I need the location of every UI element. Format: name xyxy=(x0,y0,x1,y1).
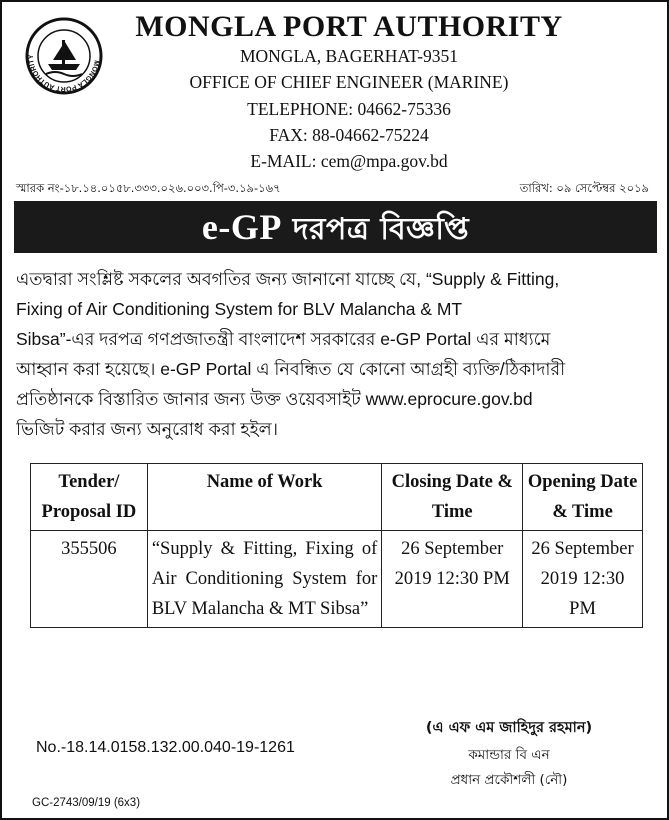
opening-date-time: 26 September 2019 12:30 PM xyxy=(523,531,643,628)
port-authority-logo-icon xyxy=(24,16,104,96)
memo-number-en: No.-18.14.0158.132.00.040-19-1261 xyxy=(36,739,295,756)
memo-number-bn: স্মারক নং-১৮.১৪.০১৫৮.৩৩৩.০২৬.০০৩.পি-৩.১৯-১৬৭ xyxy=(16,181,281,195)
body-line: Sibsa”-এর দরপত্র গণপ্রজাতন্ত্রী বাংলাদেশ সরকারের e-GP Portal এর মাধ্যমে xyxy=(16,329,551,349)
address: MONGLA, BAGERHAT-9351 xyxy=(239,46,459,66)
header-tender-id: Tender/ Proposal ID xyxy=(31,464,148,531)
svg-text:MONGLA PORT AUTHORITY: MONGLA PORT AUTHORITY xyxy=(27,54,100,93)
header-opening: Opening Date & Time xyxy=(523,464,643,531)
table-header-row xyxy=(31,464,643,531)
notice-title: e-GP দরপত্র বিজ্ঞপ্তি xyxy=(201,207,470,247)
header-name-of-work: Name of Work xyxy=(147,464,381,531)
telephone: TELEPHONE: 04662-75336 xyxy=(247,99,451,119)
body-line: এতদ্বারা সংশ্লিষ্ট সকলের অবগতির জন্য জানানো যাচ্ছে যে, “Supply & Fitting, xyxy=(16,269,560,289)
tender-id: 355506 xyxy=(31,531,148,628)
header-closing: Closing Date & Time xyxy=(382,464,523,531)
office-name: OFFICE OF CHIEF ENGINEER (MARINE) xyxy=(189,72,509,92)
body-line: Fixing of Air Conditioning System for BLV Malancha & MT xyxy=(16,299,463,319)
notice-body xyxy=(16,264,658,444)
body-line: আহ্বান করা হয়েছে। e-GP Portal এ নিবন্ধিত যে কোনো আগ্রহী ব্যক্তি/ঠিকাদারী xyxy=(16,359,566,379)
body-line: ভিজিট করার জন্য অনুরোধ করা হইল। xyxy=(16,419,278,439)
title-banner xyxy=(14,201,657,253)
org-name: MONGLA PORT AUTHORITY xyxy=(135,10,563,43)
tender-table xyxy=(30,463,643,628)
signatory-name: (এ এফ এম জাহিদুর রহমান) xyxy=(425,720,593,736)
fax: FAX: 88-04662-75224 xyxy=(269,125,429,145)
notice-date: তারিখ: ০৯ সেপ্টেম্বর ২০১৯ xyxy=(519,181,649,195)
closing-date-time: 26 September 2019 12:30 PM xyxy=(382,531,523,628)
table-row xyxy=(31,531,643,628)
signatory-rank: কমান্ডার বি এন xyxy=(468,747,550,763)
name-of-work: “Supply & Fitting, Fixing of Air Conditioning System for BLV Malancha & MT Sibsa” xyxy=(147,531,381,628)
body-line: প্রতিষ্ঠানকে বিস্তারিত জানার জন্য উক্ত ওয়েবসাইট www.eprocure.gov.bd xyxy=(16,389,533,409)
signatory-designation: প্রধান প্রকৌশলী (নৌ) xyxy=(450,772,568,788)
gc-code: GC-2743/09/19 (6x3) xyxy=(32,797,141,809)
email: E-MAIL: cem@mpa.gov.bd xyxy=(250,151,448,171)
